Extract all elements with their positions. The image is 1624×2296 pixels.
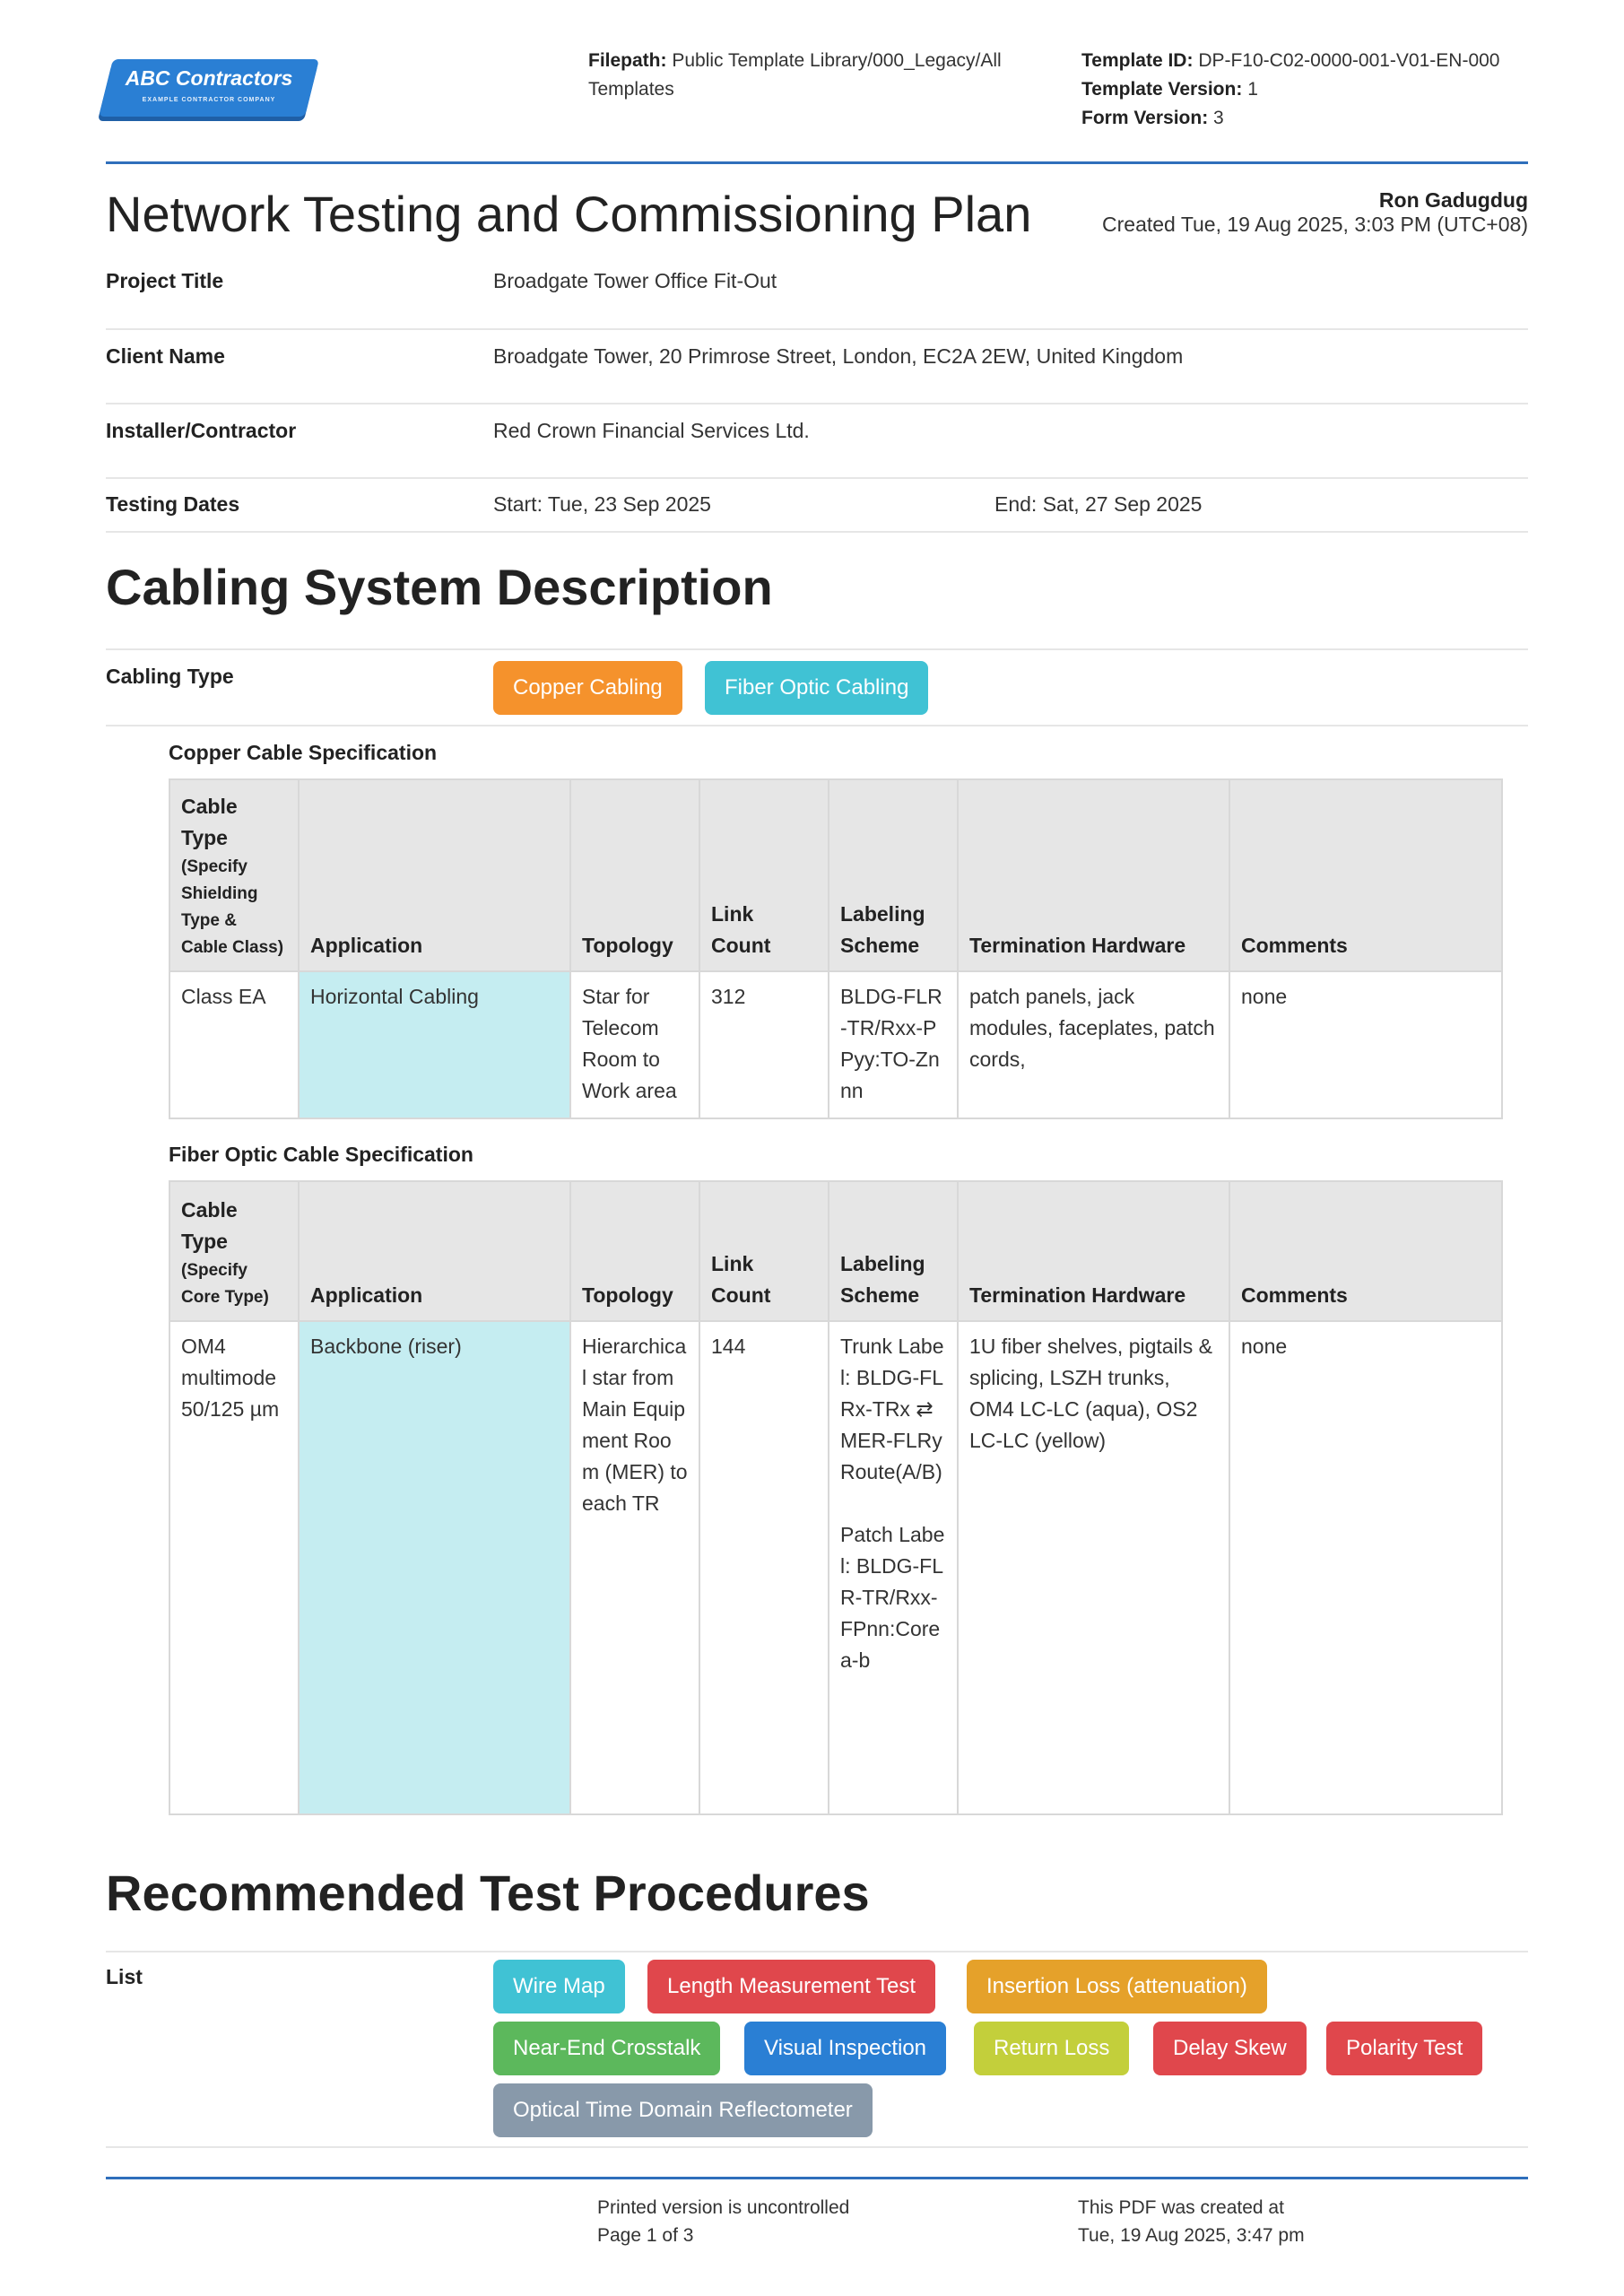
divider [106,477,1528,479]
trunk-label-text: Trunk Label: BLDG-FLRx-TRx ⇄ MER-FLRy Route(A/B) [840,1335,944,1483]
page-number: Page 1 of 3 [597,2225,694,2246]
column-header-labeling-scheme: Labeling Scheme [829,1181,958,1321]
column-header-cable-type: Cable Type (Specify Core Type) [169,1181,299,1321]
column-header-link-count: Link Count [699,1181,829,1321]
delay-skew-chip[interactable]: Delay Skew [1153,2022,1307,2075]
procedures-list-label: List [106,1965,143,1988]
column-header-labeling-scheme: Labeling Scheme [829,779,958,971]
cell-comments: none [1229,1321,1502,1814]
divider [106,403,1528,404]
fiber-optic-cabling-chip[interactable]: Fiber Optic Cabling [705,661,928,715]
divider [106,648,1528,650]
company-logo: ABC Contractors EXAMPLE CONTRACTOR COMPANY [106,59,312,117]
cell-application: Backbone (riser) [299,1321,570,1814]
project-title-label: Project Title [106,269,224,292]
cell-labeling-scheme: BLDG-FLR-TR/Rxx-PPyy:TO-Znnn [829,971,958,1118]
column-header-application: Application [299,779,570,971]
insertion-loss-chip[interactable]: Insertion Loss (attenuation) [967,1960,1267,2013]
cell-application: Horizontal Cabling [299,971,570,1118]
testing-start-date: Start: Tue, 23 Sep 2025 [493,492,711,516]
copper-spec-title: Copper Cable Specification [169,741,438,764]
cell-link-count: 312 [699,971,829,1118]
polarity-test-chip[interactable]: Polarity Test [1326,2022,1482,2075]
author-name: Ron Gadugdug [1378,188,1528,212]
wire-map-chip[interactable]: Wire Map [493,1960,625,2013]
filepath-meta: Filepath: Public Template Library/000_Legacy/All Templates [588,50,1002,100]
column-header-cable-type: Cable Type (Specify Shielding Type & Cable Class) [169,779,299,971]
cell-comments: none [1229,971,1502,1118]
header-divider [106,161,1528,164]
cell-topology: Star for Telecom Room to Work area [570,971,699,1118]
length-measurement-test-chip[interactable]: Length Measurement Test [647,1960,935,2013]
column-header-application: Application [299,1181,570,1321]
testing-end-date: End: Sat, 27 Sep 2025 [994,492,1203,516]
project-title-value: Broadgate Tower Office Fit-Out [493,269,777,292]
client-name-value: Broadgate Tower, 20 Primrose Street, London, EC2A 2EW, United Kingdom [493,344,1184,368]
footer-right [1078,2194,1305,2249]
footer-left [597,2194,849,2249]
column-header-topology: Topology [570,779,699,971]
fiber-spec-title: Fiber Optic Cable Specification [169,1143,473,1166]
column-header-termination: Termination Hardware [958,779,1229,971]
column-header-topology: Topology [570,1181,699,1321]
visual-inspection-chip[interactable]: Visual Inspection [744,2022,946,2075]
column-header-comments: Comments [1229,779,1502,971]
divider [106,1951,1528,1952]
near-end-crosstalk-chip[interactable]: Near-End Crosstalk [493,2022,720,2075]
divider [106,531,1528,533]
table-row [169,971,1502,1118]
footer-divider [106,2177,1528,2179]
client-name-label: Client Name [106,344,225,368]
table-header-row [169,1181,1502,1321]
cell-link-count: 144 [699,1321,829,1814]
column-header-link-count: Link Count [699,779,829,971]
return-loss-chip[interactable]: Return Loss [974,2022,1129,2075]
created-date: Created Tue, 19 Aug 2025, 3:03 PM (UTC+08) [1102,213,1528,236]
cell-topology: Hierarchical star from Main Equipment Room (MER) to each TR [570,1321,699,1814]
cell-cable-type: Class EA [169,971,299,1118]
fiber-spec-table [169,1180,1503,1815]
uncontrolled-note: Printed version is uncontrolled [597,2197,850,2218]
column-header-termination: Termination Hardware [958,1181,1229,1321]
testing-dates-label: Testing Dates [106,492,240,516]
copper-spec-table [169,778,1503,1119]
patch-label-text: Patch Label: BLDG-FLR-TR/Rxx-FPnn:Core a-b [840,1523,945,1672]
table-header-row [169,779,1502,971]
table-row [169,1321,1502,1814]
divider [106,2146,1528,2148]
pdf-created-date: Tue, 19 Aug 2025, 3:47 pm [1078,2225,1305,2246]
divider [106,328,1528,330]
installer-value: Red Crown Financial Services Ltd. [493,419,810,442]
cell-cable-type: OM4 multimode 50/125 µm [169,1321,299,1814]
cabling-heading: Cabling System Description [106,559,773,615]
template-meta: Template ID: DP-F10-C02-0000-001-V01-EN-000 Template Version: 1 Form Version: 3 [1081,50,1500,128]
author-block [1102,188,1528,237]
pdf-created-label: This PDF was created at [1078,2197,1284,2218]
cabling-type-label: Cabling Type [106,665,234,688]
cell-termination: patch panels, jack modules, faceplates, patch cords, [958,971,1229,1118]
cell-labeling-scheme [829,1321,958,1814]
procedures-heading: Recommended Test Procedures [106,1865,870,1921]
copper-cabling-chip[interactable]: Copper Cabling [493,661,682,715]
otdr-chip[interactable]: Optical Time Domain Reflectometer [493,2083,873,2137]
installer-label: Installer/Contractor [106,419,297,442]
divider [106,725,1528,726]
cell-termination: 1U fiber shelves, pigtails & splicing, LSZH trunks, OM4 LC-LC (aqua), OS2 LC-LC (yellow) [958,1321,1229,1814]
page-title: Network Testing and Commissioning Plan [106,186,1032,242]
column-header-comments: Comments [1229,1181,1502,1321]
